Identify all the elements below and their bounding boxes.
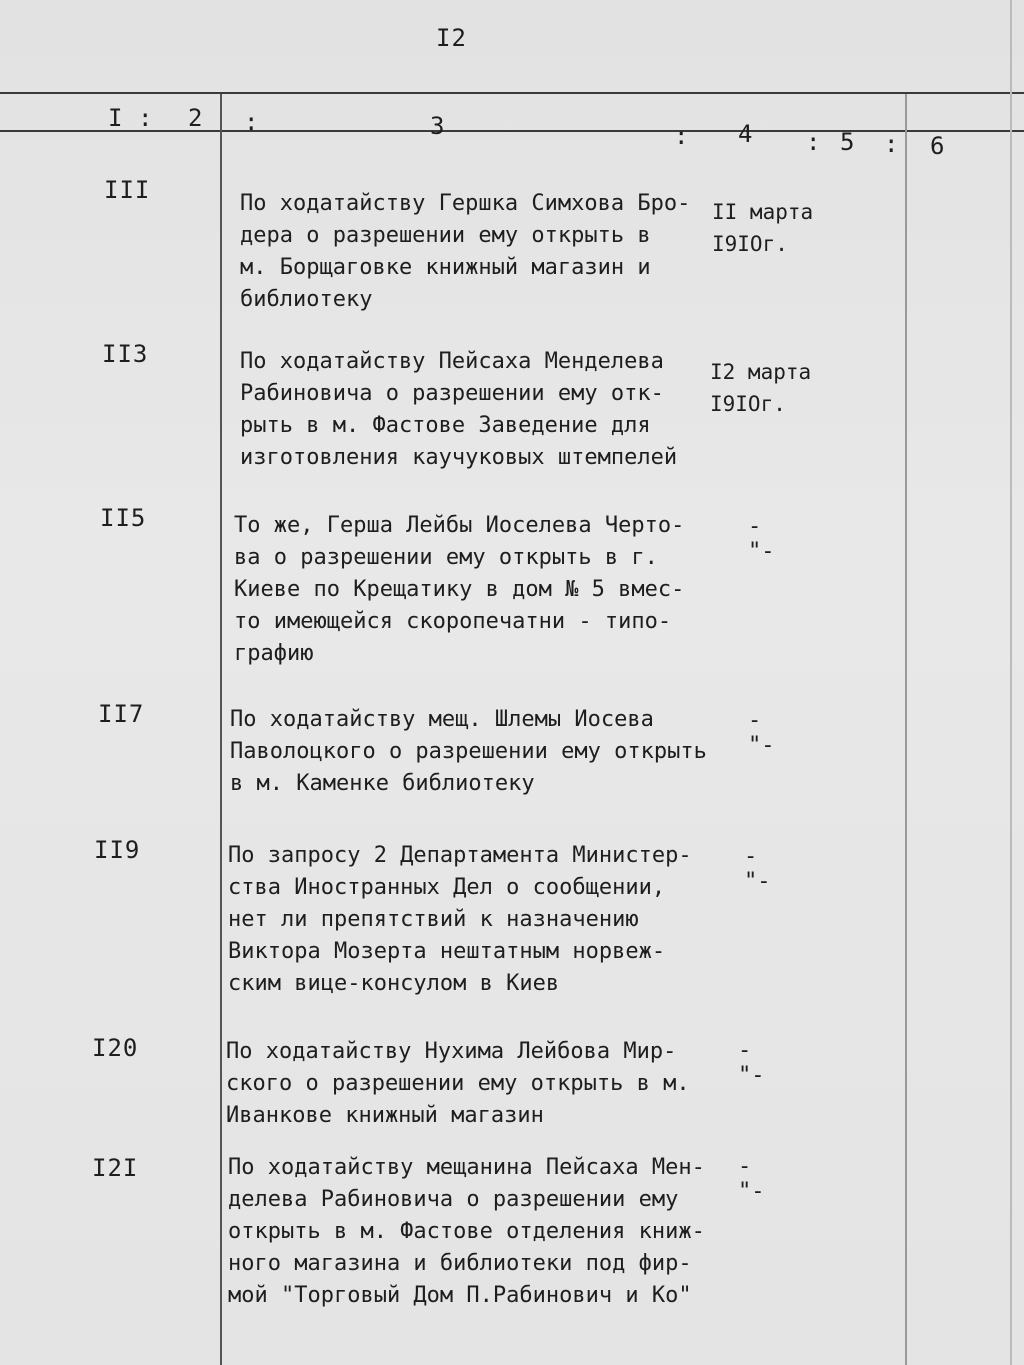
entry-text-line: ским вице-консулом в Киев	[228, 971, 560, 996]
column-separator: :	[674, 122, 689, 150]
entry-number: II5	[100, 504, 147, 532]
entry-text-line: То же, Герша Лейбы Иоселева Черто-	[234, 513, 685, 538]
entry-text-line: мой "Торговый Дом П.Рабинович и Ко"	[228, 1283, 692, 1308]
ditto-mark: -"-	[748, 708, 775, 758]
ditto-mark: -"-	[748, 514, 775, 564]
entry-text-line: то имеющейся скоропечатни - типо-	[234, 609, 672, 634]
entry-date-line: I9IOг.	[712, 232, 788, 256]
entry-text-line: ского о разрешении ему открыть в м.	[226, 1071, 690, 1096]
header-top-rule	[0, 92, 1024, 94]
entry-text-line: открыть в м. Фастове отделения книж-	[228, 1219, 705, 1244]
ditto-mark: -"-	[744, 844, 771, 894]
column-separator: :	[884, 130, 899, 158]
entry-text-line: делева Рабиновича о разрешении ему	[228, 1187, 679, 1212]
column-separator: :	[138, 104, 153, 132]
entry-text-line: Рабиновича о разрешении ему отк-	[240, 381, 664, 406]
column-5-label: 5	[840, 128, 855, 156]
ditto-mark: -"-	[738, 1038, 765, 1088]
entry-text-line: графию	[234, 641, 314, 666]
column-separator: :	[244, 108, 259, 136]
entry-number: II3	[102, 340, 149, 368]
entry-number: III	[104, 176, 151, 204]
entry-number: II9	[94, 836, 141, 864]
column-header-row	[0, 100, 1024, 160]
column-separator: :	[806, 128, 821, 156]
entry-text-line: м. Борщаговке книжный магазин и	[240, 255, 651, 280]
entry-number: I2I	[92, 1154, 139, 1182]
entry-text-line: По ходатайству мещанина Пейсаха Мен-	[228, 1155, 705, 1180]
entry-date-line: II марта	[712, 200, 814, 224]
bleed-through-text	[560, 300, 933, 324]
entry-text-line: ва о разрешении ему открыть в г.	[234, 545, 658, 570]
entry-text-line: По ходатайству Пейсаха Менделева	[240, 349, 664, 374]
entry-text-line: ного магазина и библиотеки под фир-	[228, 1251, 692, 1276]
page-edge	[1010, 0, 1012, 1365]
entry-text-line: изготовления каучуковых штемпелей	[240, 445, 678, 470]
page-number: I2	[436, 24, 467, 52]
column-3-label: 3	[430, 112, 445, 140]
entry-text-line: По ходатайству Гершка Симхова Бро-	[240, 191, 691, 216]
column-1-label: I	[108, 104, 123, 132]
entry-text-line: По ходатайству мещ. Шлемы Иосева	[230, 707, 654, 732]
entry-text-line: Иванкове книжный магазин	[226, 1103, 544, 1128]
entry-text-line: Виктора Мозерта нештатным норвеж-	[228, 939, 666, 964]
entry-text-line: рыть в м. Фастове Заведение для	[240, 413, 651, 438]
entry-text-line: По запросу 2 Департамента Министер-	[228, 843, 692, 868]
entry-text-line: Киеве по Крещатику в дом № 5 вмес-	[234, 577, 685, 602]
entry-date-line: I2 марта	[710, 360, 812, 384]
column-divider	[220, 94, 222, 1365]
column-2-label: 2	[188, 104, 203, 132]
entry-text-line: По ходатайству Нухима Лейбова Мир-	[226, 1039, 677, 1064]
entry-date-line: I9IOг.	[710, 392, 786, 416]
column-6-label: 6	[930, 132, 945, 160]
entry-text-line: библиотеку	[240, 287, 373, 312]
column-divider	[905, 94, 907, 1365]
entry-text-line: нет ли препятствий к назначению	[228, 907, 639, 932]
entry-text-line: дера о разрешении ему открыть в	[240, 223, 651, 248]
column-4-label: 4	[738, 120, 753, 148]
entry-text-line: Паволоцкого о разрешении ему открыть	[230, 739, 707, 764]
entry-number: I20	[92, 1034, 139, 1062]
entry-text-line: в м. Каменке библиотеку	[230, 771, 535, 796]
entry-text-line: ства Иностранных Дел о сообщении,	[228, 875, 666, 900]
entry-number: II7	[98, 700, 145, 728]
ditto-mark: -"-	[738, 1154, 765, 1204]
